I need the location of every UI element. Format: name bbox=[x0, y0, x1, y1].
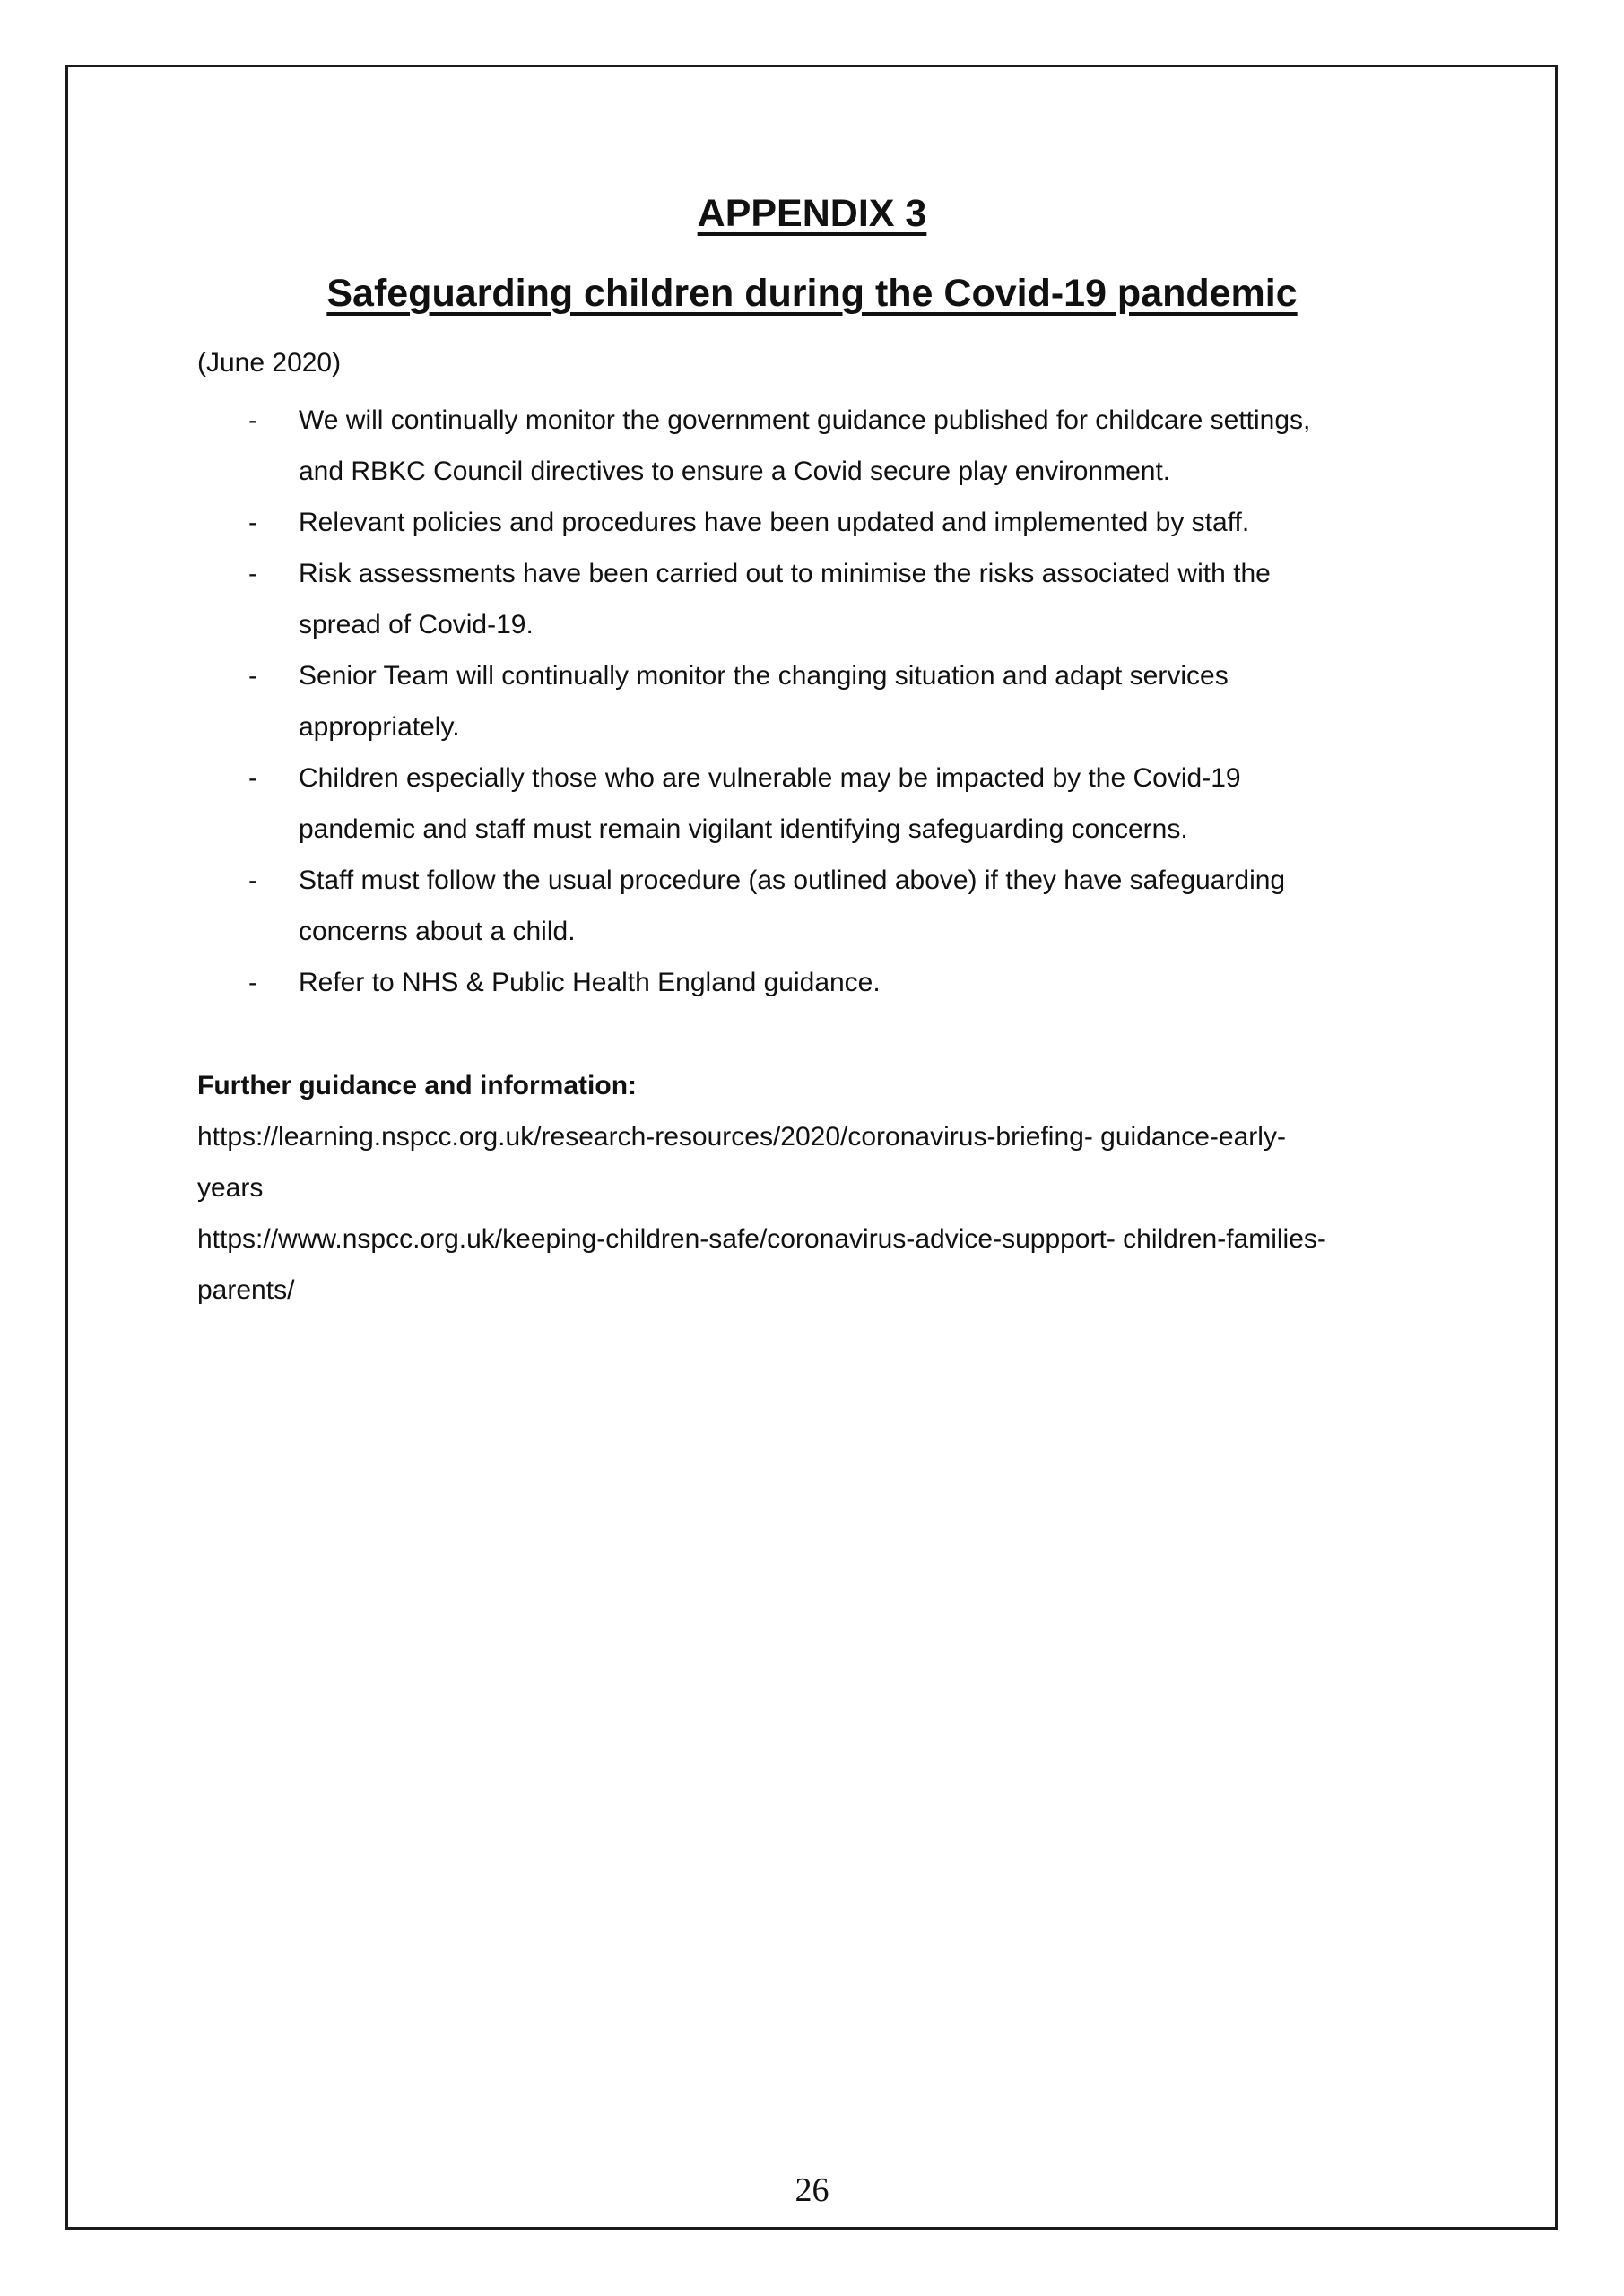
bullet-dash-marker: - bbox=[248, 968, 257, 997]
appendix-title: APPENDIX 3 bbox=[697, 192, 927, 235]
bullet-text: Refer to NHS & Public Health England guidance. bbox=[299, 968, 881, 997]
bullet-dash-marker: - bbox=[248, 763, 257, 793]
bullet-text: We will continually monitor the government guidance published for childcare settings, and RBKC Council directives to ensure a Covid secure play environment. bbox=[299, 405, 1311, 486]
list-item bbox=[248, 650, 1325, 752]
list-item bbox=[248, 395, 1325, 497]
list-item bbox=[248, 855, 1325, 957]
guidance-link-nspcc-keeping-children-safe: https://www.nspcc.org.uk/keeping-children-safe/coronavirus-advice-suppport- children-families- parents/ bbox=[197, 1224, 1326, 1305]
date-line: (June 2020) bbox=[197, 348, 342, 378]
further-guidance-section bbox=[197, 1060, 1332, 1316]
bullet-list bbox=[248, 395, 1325, 1008]
further-guidance-heading: Further guidance and information: bbox=[197, 1071, 638, 1100]
page-number: 26 bbox=[795, 2171, 829, 2209]
guidance-link-nspcc-learning: https://learning.nspcc.org.uk/research-resources/2020/coronavirus-briefing- guidance-early-years bbox=[197, 1122, 1286, 1203]
bullet-dash-marker: - bbox=[248, 661, 257, 691]
document-subtitle: Safeguarding children during the Covid-19 pandemic bbox=[326, 272, 1298, 315]
list-item bbox=[248, 752, 1325, 855]
list-item bbox=[248, 957, 1325, 1008]
bullet-text: Children especially those who are vulnerable may be impacted by the Covid-19 pandemic and staff must remain vigilant identifying safeguarding concerns. bbox=[299, 763, 1241, 844]
bullet-text: Senior Team will continually monitor the changing situation and adapt services appropriately. bbox=[299, 661, 1229, 742]
bullet-dash-marker: - bbox=[248, 559, 257, 588]
bullet-dash-marker: - bbox=[248, 508, 257, 537]
bullet-text: Staff must follow the usual procedure (as outlined above) if they have safeguarding concerns about a child. bbox=[299, 865, 1286, 946]
bullet-dash-marker: - bbox=[248, 865, 257, 895]
bullet-text: Relevant policies and procedures have been updated and implemented by staff. bbox=[299, 508, 1250, 537]
list-item bbox=[248, 548, 1325, 650]
list-item bbox=[248, 497, 1325, 548]
bullet-dash-marker: - bbox=[248, 405, 257, 435]
bullet-text: Risk assessments have been carried out to minimise the risks associated with the spread of Covid-19. bbox=[299, 559, 1271, 639]
